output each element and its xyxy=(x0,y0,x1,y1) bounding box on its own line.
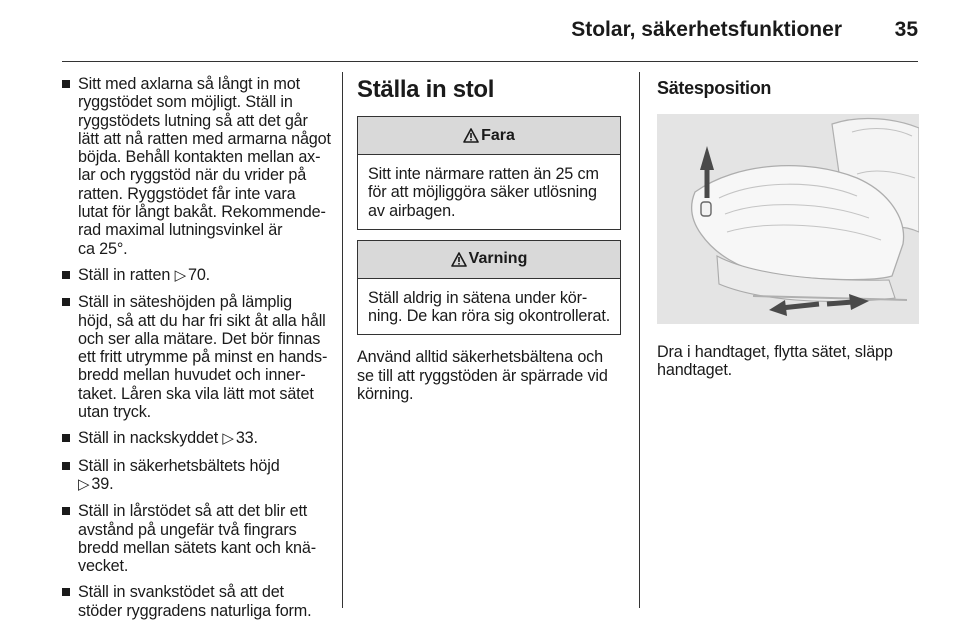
warning-triangle-icon xyxy=(451,252,467,267)
list-item: Ställ in säteshöjden på lämplig höjd, så att du har fri sikt åt alla håll och ser alla mätare. Det bör finnas ett fritt utrymme på minst en hands- bredd mellan huvudet och inner- taket. Låren ska vila lätt mot sätet utan tryck. xyxy=(62,293,330,421)
bullet-square-icon xyxy=(62,434,70,442)
bullet-square-icon xyxy=(62,588,70,596)
danger-box xyxy=(357,116,621,230)
section-title: Ställa in stol xyxy=(357,76,495,103)
subsection-title: Sätesposition xyxy=(657,78,772,98)
list-item: Sitt med axlarna så långt in mot ryggstödet som möjligt. Ställ in ryggstödets lutning så att det går lätt att nå ratten med armarna något böjda. Behåll kontakten mellan ax- lar och ryggstöd när du vrider på ratten. Ryggstödet får inte vara lutat för långt bakåt. Rekommende- rad maximal lutningsvinkel är ca 25°. xyxy=(62,75,330,258)
danger-box-header xyxy=(358,117,620,155)
seat-drawing xyxy=(657,114,919,324)
list-item: Ställ in nackskyddet ▷ 33. xyxy=(62,429,330,448)
instruction-list xyxy=(62,75,330,620)
list-item: Ställ in säkerhetsbältets höjd ▷ 39. xyxy=(62,457,330,495)
column-middle xyxy=(357,64,621,403)
page-reference[interactable]: 70. xyxy=(187,265,211,284)
danger-label: Fara xyxy=(481,126,515,144)
column-right xyxy=(657,64,919,380)
cross-reference-arrow-icon[interactable]: ▷ xyxy=(174,266,186,284)
column-left xyxy=(62,64,330,628)
list-item: Ställ in ratten ▷ 70. xyxy=(62,266,330,285)
bullet-square-icon xyxy=(62,271,70,279)
column-divider xyxy=(639,72,640,608)
page-number: 35 xyxy=(894,18,918,41)
cross-reference-arrow-icon[interactable]: ▷ xyxy=(78,475,90,493)
column-divider xyxy=(342,72,343,608)
list-item: Ställ in lårstödet så att det blir ett avstånd på ungefär två fingrars bredd mellan sätets kant och knä- vecket. xyxy=(62,502,330,575)
list-item: Ställ in svankstödet så att det stöder ryggradens naturliga form. xyxy=(62,583,330,620)
page-reference[interactable]: 33. xyxy=(235,429,258,448)
header-title: Stolar, säkerhetsfunktioner xyxy=(571,18,842,41)
warning-box xyxy=(357,240,621,336)
bullet-square-icon xyxy=(62,298,70,306)
page-reference[interactable]: 39. xyxy=(91,474,114,493)
warning-box-header xyxy=(358,241,620,279)
bullet-square-icon xyxy=(62,507,70,515)
cross-reference-arrow-icon[interactable]: ▷ xyxy=(222,430,234,448)
bullet-square-icon xyxy=(62,80,70,88)
warning-triangle-icon xyxy=(463,128,479,143)
warning-label: Varning xyxy=(468,250,528,268)
warning-text: Ställ aldrig in sätena under kör- ning. De kan röra sig okontrollerat. xyxy=(368,288,611,326)
danger-text: Sitt inte närmare ratten än 25 cm för att möjliggöra säker utlösning av airbagen. xyxy=(368,165,599,220)
page-header xyxy=(62,0,918,62)
seat-adjustment-illustration xyxy=(657,114,919,324)
figure-caption: Dra i handtaget, flytta sätet, släpp handtaget. xyxy=(657,343,893,380)
body-paragraph: Använd alltid säkerhetsbältena och se till att ryggstöden är spärrade vid körning. xyxy=(357,348,608,404)
bullet-square-icon xyxy=(62,462,70,470)
